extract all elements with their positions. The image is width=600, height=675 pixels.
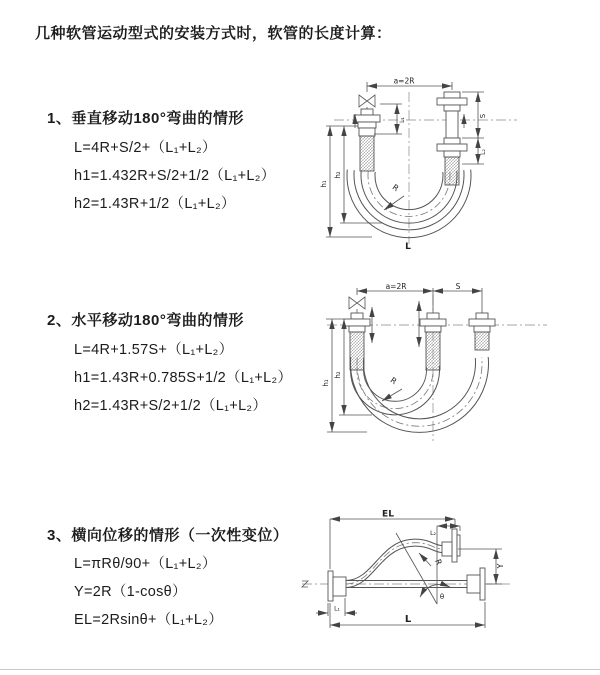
section1-formula-L: L=4R+S/2+（L₁+L₂） bbox=[74, 140, 217, 156]
dim-label-r: R bbox=[388, 375, 399, 387]
dim-label-s: S bbox=[479, 113, 487, 119]
section3-formula-L: L=πRθ/90+（L₁+L₂） bbox=[74, 556, 217, 572]
dimension-s bbox=[433, 283, 482, 313]
section2-formula-L: L=4R+1.57S+（L₁+L₂） bbox=[74, 342, 234, 358]
lateral-displacement-diagram bbox=[300, 507, 598, 635]
section2-formula-h2: h2=1.43R+S/2+1/2（L₁+L₂） bbox=[74, 398, 268, 414]
section1-heading: 1、垂直移动180°弯曲的情形 bbox=[47, 110, 244, 127]
dimension-l1 bbox=[316, 598, 357, 616]
horizontal-bend-diagram bbox=[312, 283, 597, 451]
dim-label-h1: h₁ bbox=[322, 379, 330, 387]
section2-heading: 2、水平移动180°弯曲的情形 bbox=[47, 312, 244, 329]
hose-u-curves-position-b bbox=[351, 357, 489, 432]
section3-formula-Y: Y=2R（1-cosθ） bbox=[74, 584, 187, 600]
dim-label-a2r: a=2R bbox=[393, 76, 415, 86]
dim-label-l1: L₁ bbox=[399, 117, 406, 123]
page-bottom-edge bbox=[0, 669, 600, 670]
vertical-bend-diagram bbox=[312, 76, 597, 254]
page-title: 几种软管运动型式的安装方式时，软管的长度计算： bbox=[35, 25, 392, 42]
dimension-a2r bbox=[367, 77, 452, 93]
dim-label-h2: h₂ bbox=[334, 171, 342, 179]
section1-formula-h1: h1=1.432R+S/2+1/2（L₁+L₂） bbox=[74, 168, 276, 184]
dim-label-r: R bbox=[390, 182, 401, 194]
dimension-l bbox=[330, 602, 485, 628]
dim-label-theta: θ bbox=[439, 593, 445, 601]
dim-label-l: L bbox=[404, 614, 412, 625]
angle-theta bbox=[396, 526, 450, 604]
dim-label-l: L bbox=[405, 242, 411, 252]
radius-leader bbox=[382, 376, 402, 401]
dimension-a2r bbox=[357, 283, 433, 313]
valve-icon bbox=[349, 297, 365, 313]
dim-label-l2: L₂ bbox=[430, 530, 436, 537]
right-hose-fitting bbox=[469, 313, 495, 350]
valve-icon bbox=[359, 95, 375, 110]
dim-label-l2: L₂ bbox=[480, 149, 487, 155]
dim-label-el: EL bbox=[382, 509, 394, 520]
section3-heading: 3、横向位移的情形（一次性变位） bbox=[47, 527, 289, 544]
dim-label-y: Y bbox=[496, 563, 505, 569]
upper-right-flange bbox=[442, 529, 460, 562]
lower-right-flange bbox=[467, 568, 485, 600]
middle-hose-fitting bbox=[420, 313, 446, 370]
dim-label-r: R bbox=[433, 557, 444, 567]
section3-formula-EL: EL=2Rsinθ+（L₁+L₂） bbox=[74, 612, 224, 628]
left-flange bbox=[328, 571, 346, 601]
section1-formula-h2: h2=1.43R+1/2（L₁+L₂） bbox=[74, 196, 236, 212]
dim-label-h2: h₂ bbox=[334, 371, 342, 379]
section2-formula-h1: h1=1.43R+0.785S+1/2（L₁+L₂） bbox=[74, 370, 293, 386]
left-hose-fitting bbox=[354, 109, 380, 171]
radius-leader bbox=[419, 553, 444, 567]
right-hose-fitting bbox=[437, 92, 467, 185]
dim-label-a2r: a=2R bbox=[385, 283, 407, 291]
dim-label-h1: h₁ bbox=[320, 180, 328, 188]
dim-label-s: S bbox=[455, 283, 461, 291]
dim-label-l1: L₁ bbox=[334, 605, 340, 613]
